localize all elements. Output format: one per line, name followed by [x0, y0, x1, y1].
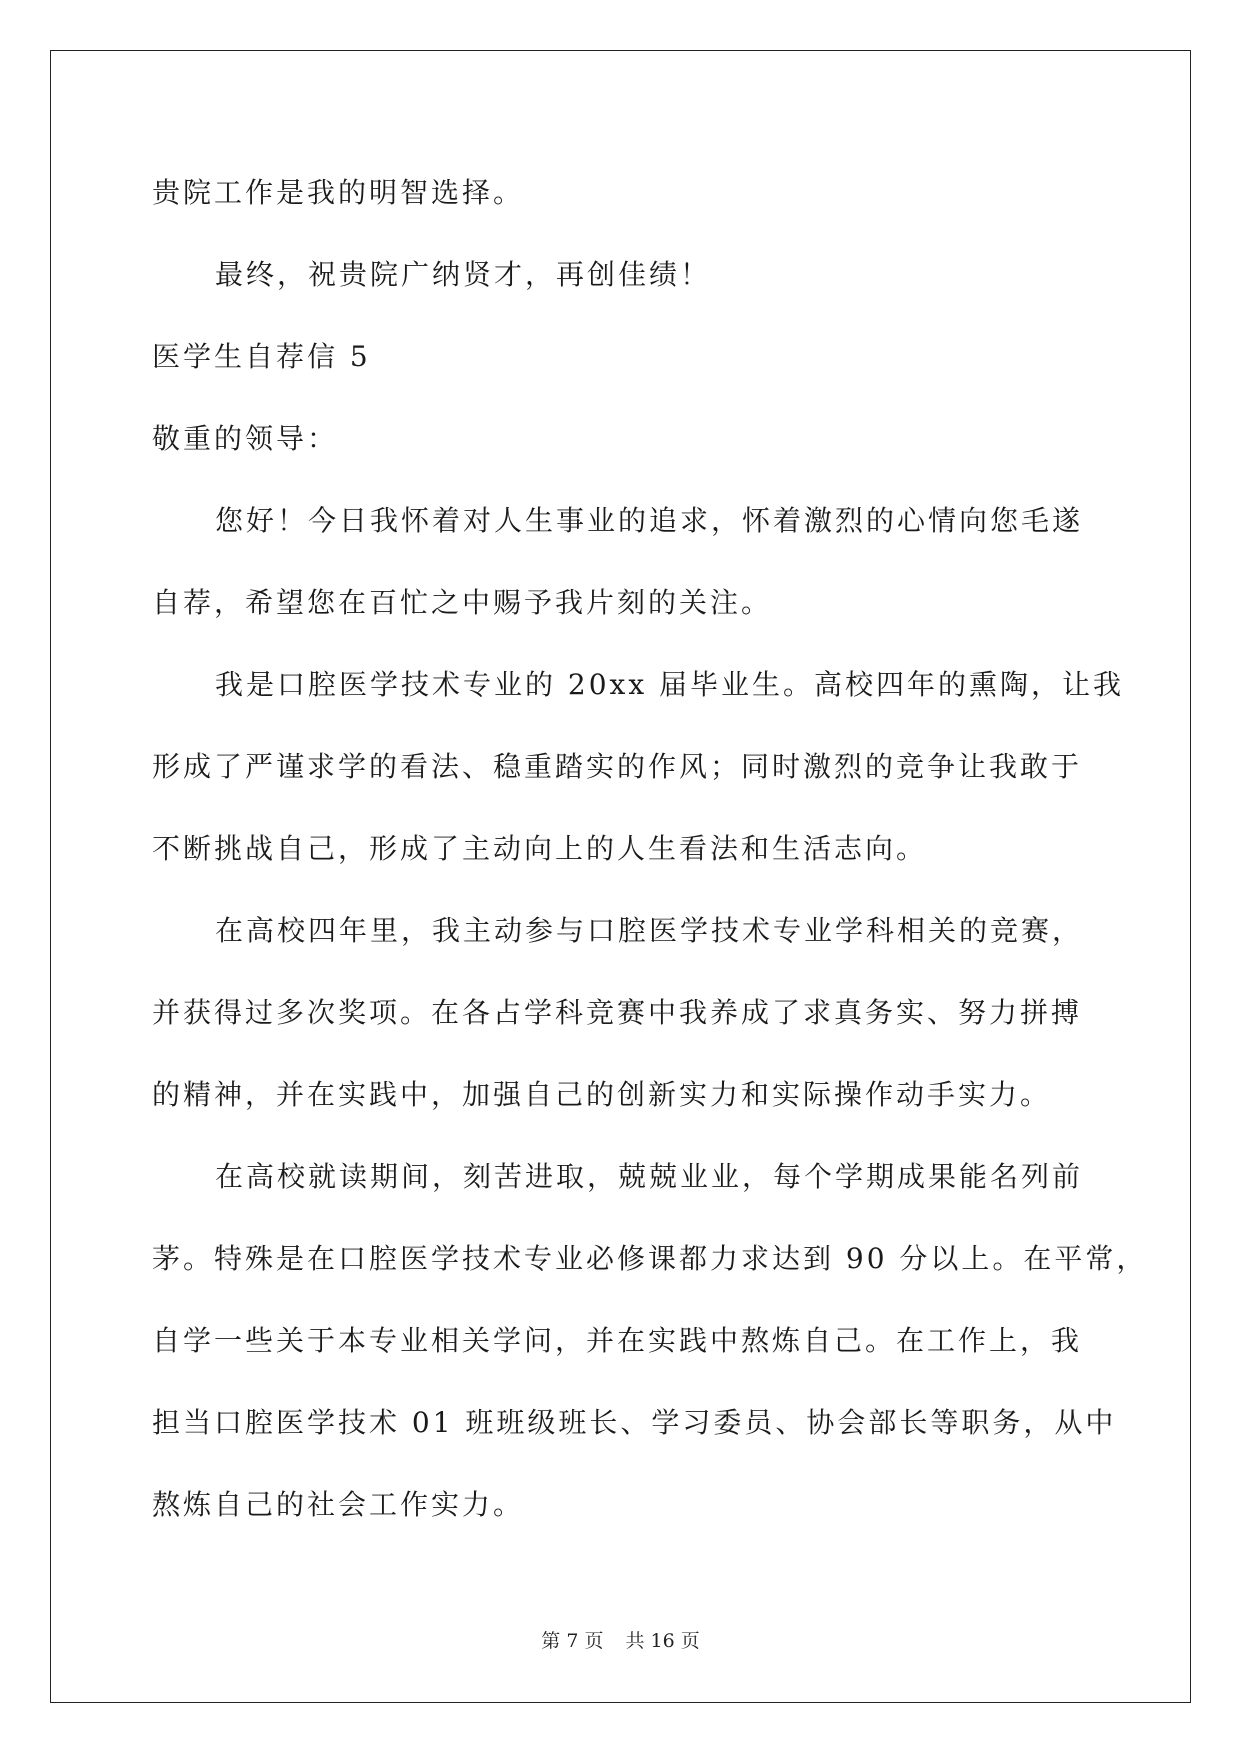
- text-line: 的精神，并在实践中，加强自己的创新实力和实际操作动手实力。: [152, 1078, 1052, 1111]
- text-line: 并获得过多次奖项。在各占学科竞赛中我养成了求真务实、努力拼搏: [152, 996, 1083, 1029]
- text-line: 在高校就读期间，刻苦进取，兢兢业业，每个学期成果能名列前: [215, 1160, 1084, 1193]
- text-line: 在高校四年里，我主动参与口腔医学技术专业学科相关的竞赛，: [215, 914, 1084, 947]
- text-line: 我是口腔医学技术专业的 20xx 届毕业生。高校四年的熏陶，让我: [215, 668, 1125, 701]
- salutation: 敬重的领导：: [152, 422, 339, 455]
- text-line: 最终，祝贵院广纳贤才，再创佳绩！: [215, 258, 712, 291]
- page-number: 第 7 页: [541, 1630, 604, 1652]
- text-line: 贵院工作是我的明智选择。: [152, 176, 525, 209]
- page-footer: [0, 1629, 1241, 1653]
- text-line: 茅。特殊是在口腔医学技术专业必修课都力求达到 90 分以上。在平常，: [152, 1242, 1148, 1275]
- page-border: [50, 50, 1191, 1703]
- text-line: 形成了严谨求学的看法、稳重踏实的作风；同时激烈的竞争让我敢于: [152, 750, 1083, 783]
- text-line: 自学一些关于本专业相关学问，并在实践中熬炼自己。在工作上，我: [152, 1324, 1083, 1357]
- page-total: 共 16 页: [625, 1630, 700, 1652]
- text-line: 担当口腔医学技术 01 班班级班长、学习委员、协会部长等职务，从中: [152, 1406, 1117, 1439]
- text-line: 您好！今日我怀着对人生事业的追求，怀着激烈的心情向您毛遂: [215, 504, 1084, 537]
- text-line: 不断挑战自己，形成了主动向上的人生看法和生活志向。: [152, 832, 928, 865]
- text-line: 自荐，希望您在百忙之中赐予我片刻的关注。: [152, 586, 773, 619]
- text-line: 熬炼自己的社会工作实力。: [152, 1488, 525, 1521]
- section-heading: 医学生自荐信 5: [152, 340, 371, 373]
